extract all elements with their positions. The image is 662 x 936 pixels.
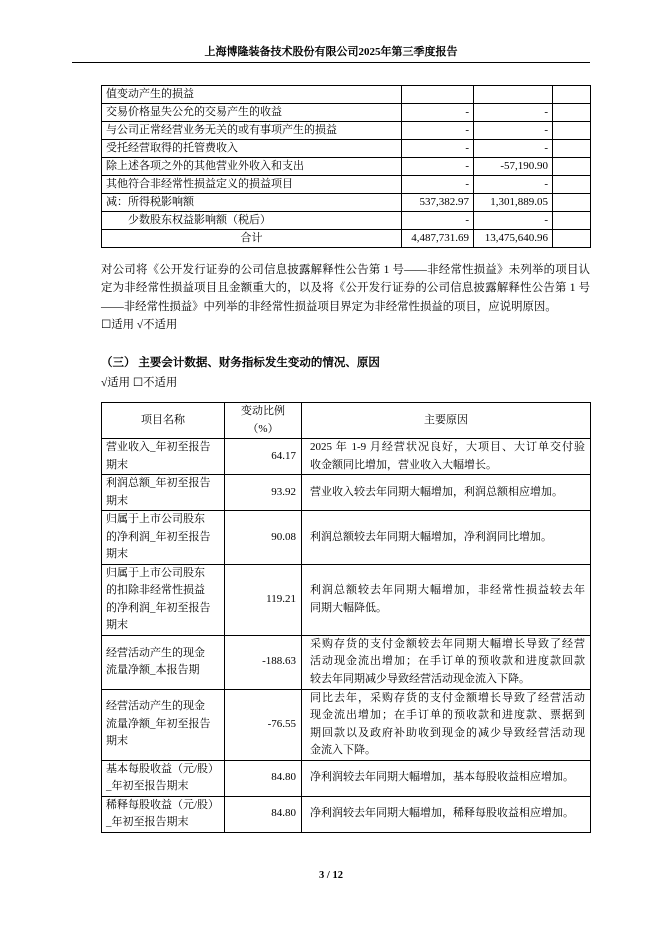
- reason-cell: [302, 635, 591, 689]
- item-name-line: 期末: [106, 458, 128, 471]
- current-period-amount: -: [402, 176, 474, 194]
- table-row: [102, 564, 591, 635]
- table-row: [102, 86, 591, 104]
- item-name-cell: [102, 635, 225, 689]
- item-name-cell: [102, 689, 225, 760]
- table-row: [102, 689, 591, 760]
- reason-line: 营业收入较去年同期大幅增加，利润总额相应增加。: [310, 485, 563, 498]
- ytd-amount: 1,301,889.05: [474, 194, 553, 212]
- remark-cell: [553, 230, 591, 248]
- ytd-amount: -57,190.90: [474, 158, 553, 176]
- item-name-cell: [102, 796, 225, 832]
- current-period-amount: -: [402, 140, 474, 158]
- current-period-amount: -: [402, 158, 474, 176]
- remark-cell: [553, 212, 591, 230]
- ytd-amount: -: [474, 140, 553, 158]
- item-name-line: 的净利润_年初至报告: [106, 601, 211, 614]
- item-name-cell: [102, 511, 225, 565]
- change-ratio-value: 119.21: [225, 564, 302, 635]
- item-name-cell: [102, 760, 225, 796]
- note-paragraph: [101, 261, 590, 334]
- item-name-cell: [102, 439, 225, 475]
- reason-line: 期回款以及政府补助收到现金的减少导致经营活动现: [310, 726, 585, 739]
- table-row: [102, 194, 591, 212]
- item-name-line: 期末: [106, 548, 128, 560]
- table-row: [102, 796, 591, 832]
- reason-line: 较去年同期减少导致经营活动现金流入下降。: [310, 672, 530, 685]
- item-name-line: 流量净额_年初至报告: [106, 717, 211, 730]
- ytd-amount: -: [474, 212, 553, 230]
- reason-line: 利润总额较去年同期大幅增加，净利润同比增加。: [310, 530, 552, 543]
- item-name-line: 经营活动产生的现金: [106, 700, 205, 713]
- change-ratio-value: 93.92: [225, 475, 302, 511]
- section-applicability: √适用 ☐不适用: [101, 377, 178, 389]
- change-ratio-value: -76.55: [225, 689, 302, 760]
- item-name-line: 归属于上市公司股东: [106, 566, 205, 579]
- current-period-amount: -: [402, 122, 474, 140]
- item-label: 减：所得税影响额: [102, 194, 402, 212]
- item-label: 少数股东权益影响额（税后）: [102, 212, 402, 230]
- table-row: [102, 635, 591, 689]
- table-total-row: [102, 230, 591, 248]
- reason-cell: [302, 439, 591, 475]
- change-ratio-value: 64.17: [225, 439, 302, 475]
- note-line: 定为非经常性损益项目且金额重大的，以及将《公开发行证券的公司信息披露解释性公告第 1 号: [101, 282, 590, 295]
- item-label: 其他符合非经常性损益定义的损益项目: [102, 176, 402, 194]
- table-row: [102, 122, 591, 140]
- reason-cell: [302, 689, 591, 760]
- reason-line: 现金流出增加；在手订单的预收款和进度款、票据到: [310, 709, 585, 721]
- item-name-line: 归属于上市公司股东: [106, 513, 205, 525]
- reason-cell: [302, 475, 591, 511]
- remark-cell: [553, 104, 591, 122]
- item-name-line: 期末: [106, 494, 128, 507]
- item-name-line: 期末: [106, 619, 128, 631]
- current-period-total: 4,487,731.69: [402, 230, 474, 248]
- ytd-amount: -: [474, 104, 553, 122]
- current-period-amount: -: [402, 104, 474, 122]
- ytd-amount: -: [474, 176, 553, 194]
- current-period-amount: 537,382.97: [402, 194, 474, 212]
- non-recurring-items-table: [101, 85, 591, 248]
- reason-line: 2025 年 1-9 月经营状况良好，大项目、大订单交付验: [310, 441, 585, 453]
- reason-line: 金流入下降。: [310, 744, 376, 756]
- item-name-line: _年初至报告期末: [106, 816, 189, 828]
- item-name-line: 的扣除非经常性损益: [106, 584, 205, 596]
- header-change-ratio-unit: （%）: [247, 422, 279, 435]
- reason-line: 利润总额较去年同期大幅增加，非经常性损益较去年: [310, 584, 585, 596]
- table-row: [102, 158, 591, 176]
- table-row: [102, 475, 591, 511]
- item-name-line: 流量净额_本报告期: [106, 664, 200, 676]
- table-row: [102, 439, 591, 475]
- remark-cell: [553, 122, 591, 140]
- change-ratio-value: 84.80: [225, 760, 302, 796]
- ytd-total: 13,475,640.96: [474, 230, 553, 248]
- reason-cell: [302, 511, 591, 565]
- table-row: [102, 176, 591, 194]
- reason-line: 净利润较去年同期大幅增加，稀释每股收益相应增加。: [310, 807, 574, 820]
- header-item-name: 项目名称: [102, 403, 225, 439]
- item-label: 值变动产生的损益: [102, 86, 402, 104]
- item-name-line: 稀释每股收益（元/股）: [106, 798, 220, 811]
- table-row: [102, 104, 591, 122]
- item-name-line: 的净利润_年初至报告: [106, 530, 211, 543]
- remark-cell: [553, 176, 591, 194]
- change-ratio-value: 90.08: [225, 511, 302, 565]
- remark-cell: [553, 86, 591, 104]
- remark-cell: [553, 158, 591, 176]
- item-name-line: 基本每股收益（元/股）: [106, 762, 220, 775]
- reason-cell: [302, 796, 591, 832]
- remark-cell: [553, 194, 591, 212]
- item-name-line: 经营活动产生的现金: [106, 646, 205, 659]
- item-name-cell: [102, 475, 225, 511]
- header-main-reason: 主要原因: [302, 403, 591, 439]
- ytd-amount: -: [474, 122, 553, 140]
- reason-cell: [302, 760, 591, 796]
- total-label: 合计: [102, 230, 402, 248]
- header-divider: [72, 62, 590, 63]
- reason-line: 收金额同比增加，营业收入大幅增长。: [310, 458, 497, 471]
- item-name-line: _年初至报告期末: [106, 780, 189, 792]
- reason-cell: [302, 564, 591, 635]
- header-change-ratio: [225, 403, 302, 439]
- note-line: 对公司将《公开发行证券的公司信息披露解释性公告第 1 号——非经常性损益》未列举的项目认: [101, 264, 590, 276]
- change-ratio-value: -188.63: [225, 635, 302, 689]
- item-label: 与公司正常经营业务无关的或有事项产生的损益: [102, 122, 402, 140]
- header-change-ratio-line: 变动比例: [241, 405, 285, 417]
- current-period-amount: [402, 86, 474, 104]
- table-row: [102, 140, 591, 158]
- item-name-line: 利润总额_年初至报告: [106, 477, 211, 489]
- reason-line: 同比去年，采购存货的支付金额增长导致了经营活动: [310, 691, 585, 704]
- page-header-title: 上海博隆装备技术股份有限公司2025年第三季度报告: [204, 46, 458, 58]
- note-line: ——非经常性损益》中列举的非经常性损益项目界定为非经常性损益的项目，应说明原因。: [101, 300, 557, 313]
- change-ratio-value: 84.80: [225, 796, 302, 832]
- item-label: 受托经营取得的托管费收入: [102, 140, 402, 158]
- current-period-amount: -: [402, 212, 474, 230]
- page-number: 3 / 12: [319, 870, 343, 881]
- key-indicator-changes-table: [101, 402, 591, 833]
- note-applicability: ☐适用 √不适用: [101, 318, 178, 331]
- remark-cell: [553, 140, 591, 158]
- table-row: [102, 760, 591, 796]
- table-row: [102, 212, 591, 230]
- table-row: [102, 511, 591, 565]
- item-name-cell: [102, 564, 225, 635]
- reason-line: 同期大幅降低。: [310, 601, 387, 614]
- reason-line: 净利润较去年同期大幅增加，基本每股收益相应增加。: [310, 771, 574, 784]
- ytd-amount: [474, 86, 553, 104]
- reason-line: 活动现金流出增加；在手订单的预收款和进度款回款: [310, 655, 585, 668]
- item-name-line: 期末: [106, 735, 128, 748]
- reason-line: 采购存货的支付金额较去年同期大幅增长导致了经营: [310, 637, 585, 650]
- item-label: 除上述各项之外的其他营业外收入和支出: [102, 158, 402, 176]
- item-label: 交易价格显失公允的交易产生的收益: [102, 104, 402, 122]
- item-name-line: 营业收入_年初至报告: [106, 441, 211, 453]
- table-header-row: [102, 403, 591, 439]
- section-heading: （三） 主要会计数据、财务指标发生变动的情况、原因: [101, 357, 380, 369]
